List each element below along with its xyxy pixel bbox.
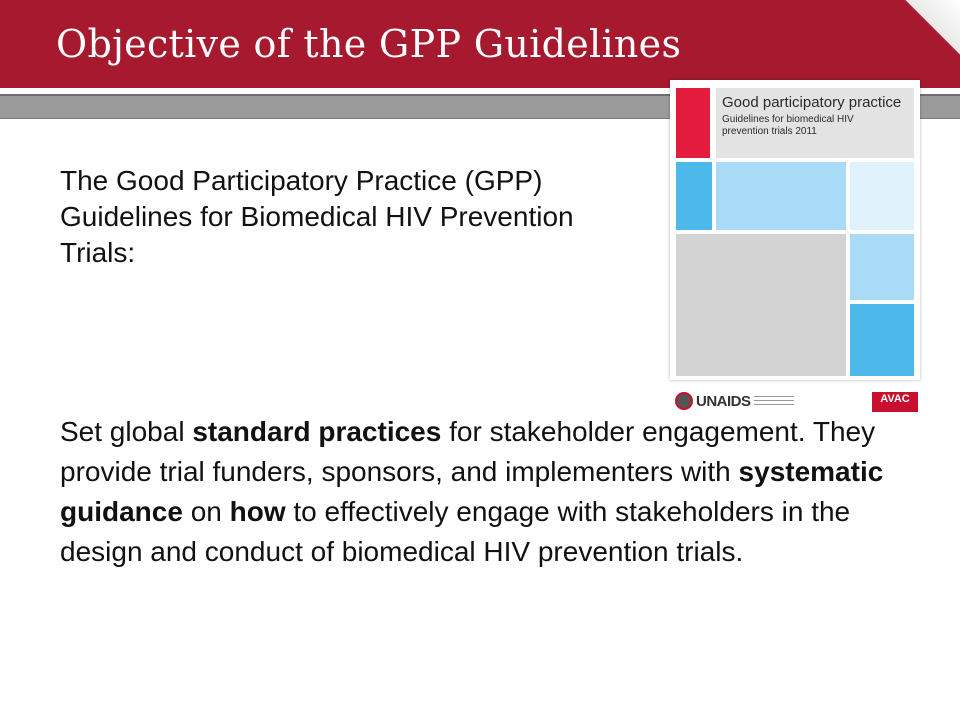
unaids-cosponsor-list xyxy=(754,393,794,409)
body-text-part: to effectively engage with stakeholders in the design and conduct of biomedical HIV prevention trials. xyxy=(60,496,851,567)
cover-subtitle: Guidelines for biomedical HIV prevention trials 2011 xyxy=(722,114,854,137)
body-text-part: for stakeholder engagement. They provide trial funders, sponsors, and implementers with xyxy=(60,416,876,487)
emphasis-standard-practices: standard practices xyxy=(192,416,442,447)
cover-blue-block xyxy=(676,162,712,230)
cover-pale-blue-block xyxy=(850,162,914,230)
cover-title: Good participatory practice xyxy=(722,94,902,111)
cover-red-block xyxy=(676,88,710,158)
emphasis-systematic-guidance: systematic guidance xyxy=(60,456,884,527)
cover-light-blue-block xyxy=(716,162,846,230)
page-curl-decoration xyxy=(900,0,960,60)
avac-logo xyxy=(872,392,918,412)
cover-gray-block xyxy=(676,234,846,376)
body-text-part: Set global xyxy=(60,416,193,447)
objective-body-text xyxy=(60,412,900,572)
report-cover-image xyxy=(670,80,920,380)
slide-title: Objective of the GPP Guidelines xyxy=(56,22,682,66)
unaids-logo xyxy=(675,390,794,412)
intro-text: The Good Participatory Practice (GPP) Guidelines for Biomedical HIV Prevention Trials: xyxy=(60,165,574,268)
unaids-wordmark: UNAIDS xyxy=(696,392,751,410)
body-text-part: on xyxy=(182,496,230,527)
avac-wordmark: AVAC xyxy=(880,393,910,405)
cover-blue-small-block xyxy=(850,304,914,376)
un-emblem-icon xyxy=(675,392,693,410)
cover-light-blue-small-block xyxy=(850,234,914,300)
emphasis-how: how xyxy=(229,496,286,527)
